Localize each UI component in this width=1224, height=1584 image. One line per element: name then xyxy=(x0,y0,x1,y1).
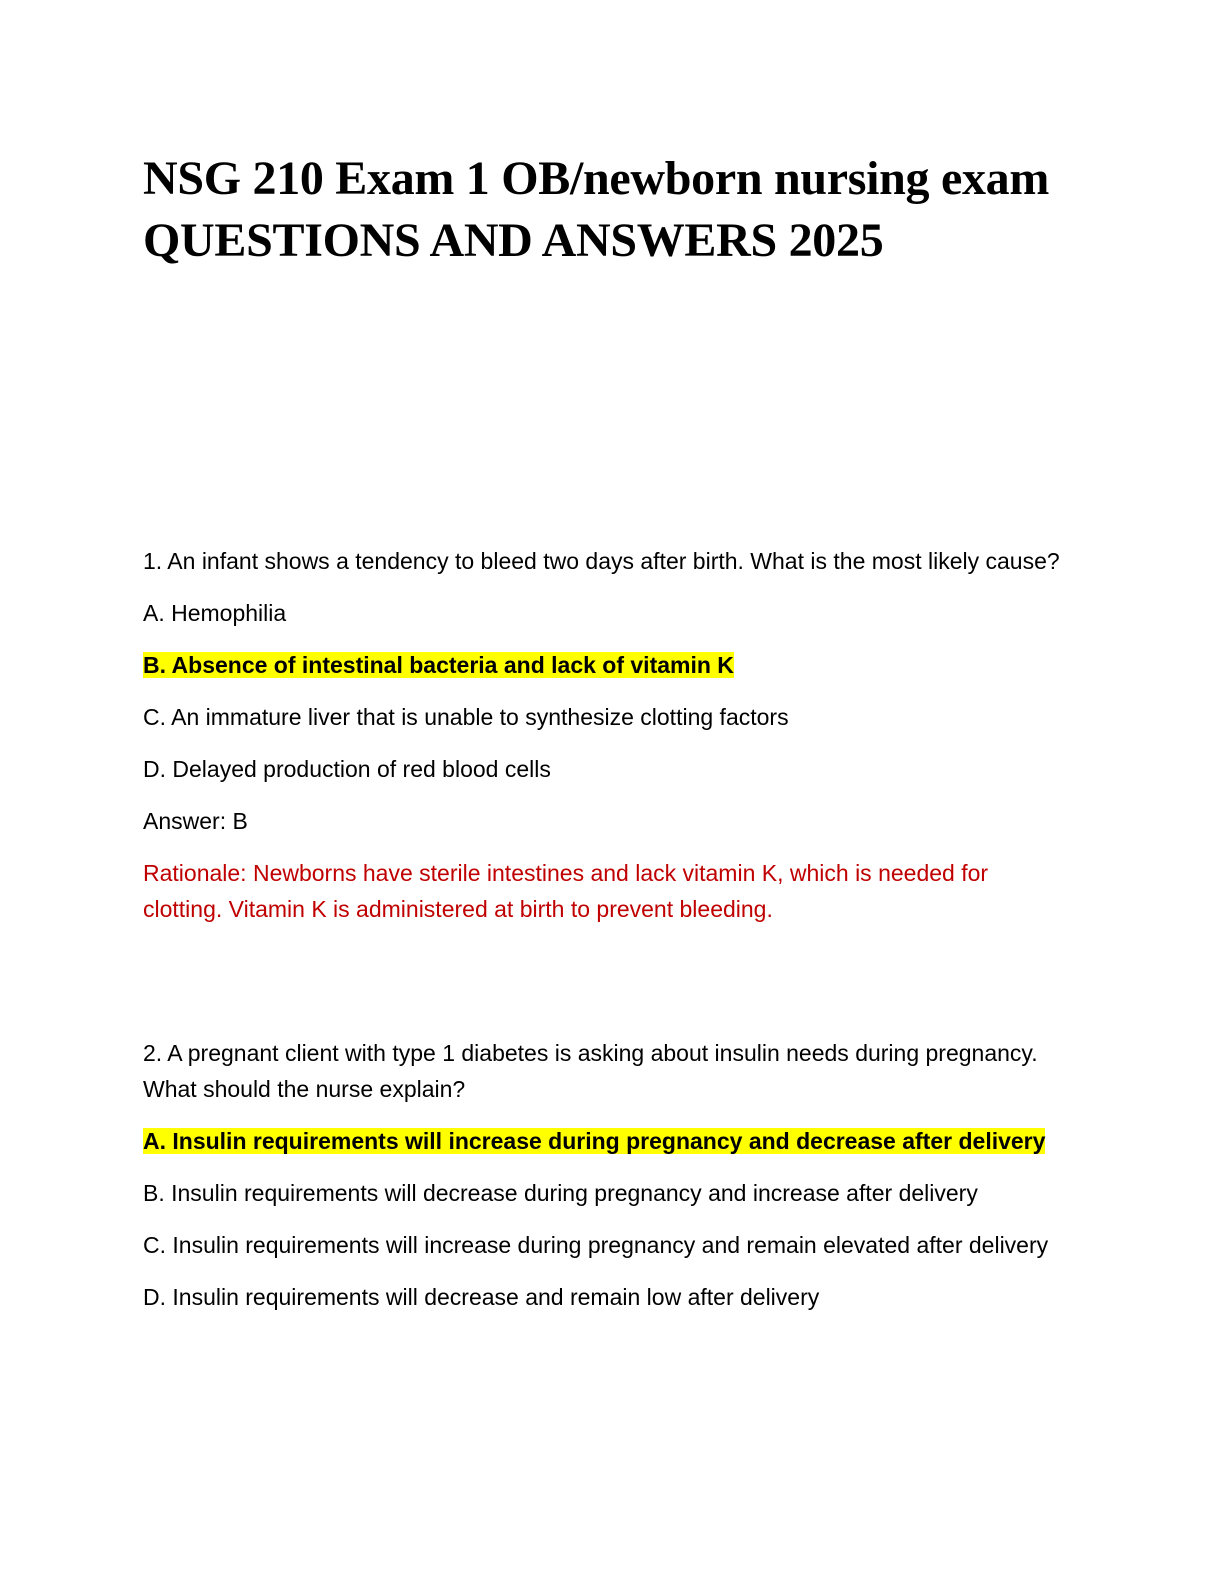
question-1-answer: Answer: B xyxy=(143,808,248,834)
question-2-option-a-correct: A. Insulin requirements will increase during pregnancy and decrease after delivery xyxy=(143,1128,1046,1154)
document-page xyxy=(143,148,1083,1310)
question-1-option-a: A. Hemophilia xyxy=(143,600,287,626)
question-1-stem: 1. An infant shows a tendency to bleed two days after birth. What is the most likely cause? xyxy=(143,548,1060,574)
question-2-option-b: B. Insulin requirements will decrease during pregnancy and increase after delivery xyxy=(143,1180,978,1206)
question-2-stem: 2. A pregnant client with type 1 diabetes is asking about insulin needs during pregnancy. What should the nurse explain? xyxy=(143,1040,1038,1102)
question-2-option-d: D. Insulin requirements will decrease and remain low after delivery xyxy=(143,1284,820,1310)
question-1-rationale: Rationale: Newborns have sterile intestines and lack vitamin K, which is needed for clotting. Vitamin K is administered at birth to prevent bleeding. xyxy=(143,860,989,922)
question-1 xyxy=(143,543,1073,943)
question-1-option-b-correct: B. Absence of intestinal bacteria and lack of vitamin K xyxy=(143,652,734,678)
question-2 xyxy=(143,1035,1083,1331)
question-1-option-d: D. Delayed production of red blood cells xyxy=(143,756,551,782)
question-1-option-c: C. An immature liver that is unable to synthesize clotting factors xyxy=(143,704,789,730)
question-2-option-c: C. Insulin requirements will increase during pregnancy and remain elevated after delivery xyxy=(143,1232,1049,1258)
document-title: NSG 210 Exam 1 OB/newborn nursing exam QUESTIONS AND ANSWERS 2025 xyxy=(143,152,1050,267)
